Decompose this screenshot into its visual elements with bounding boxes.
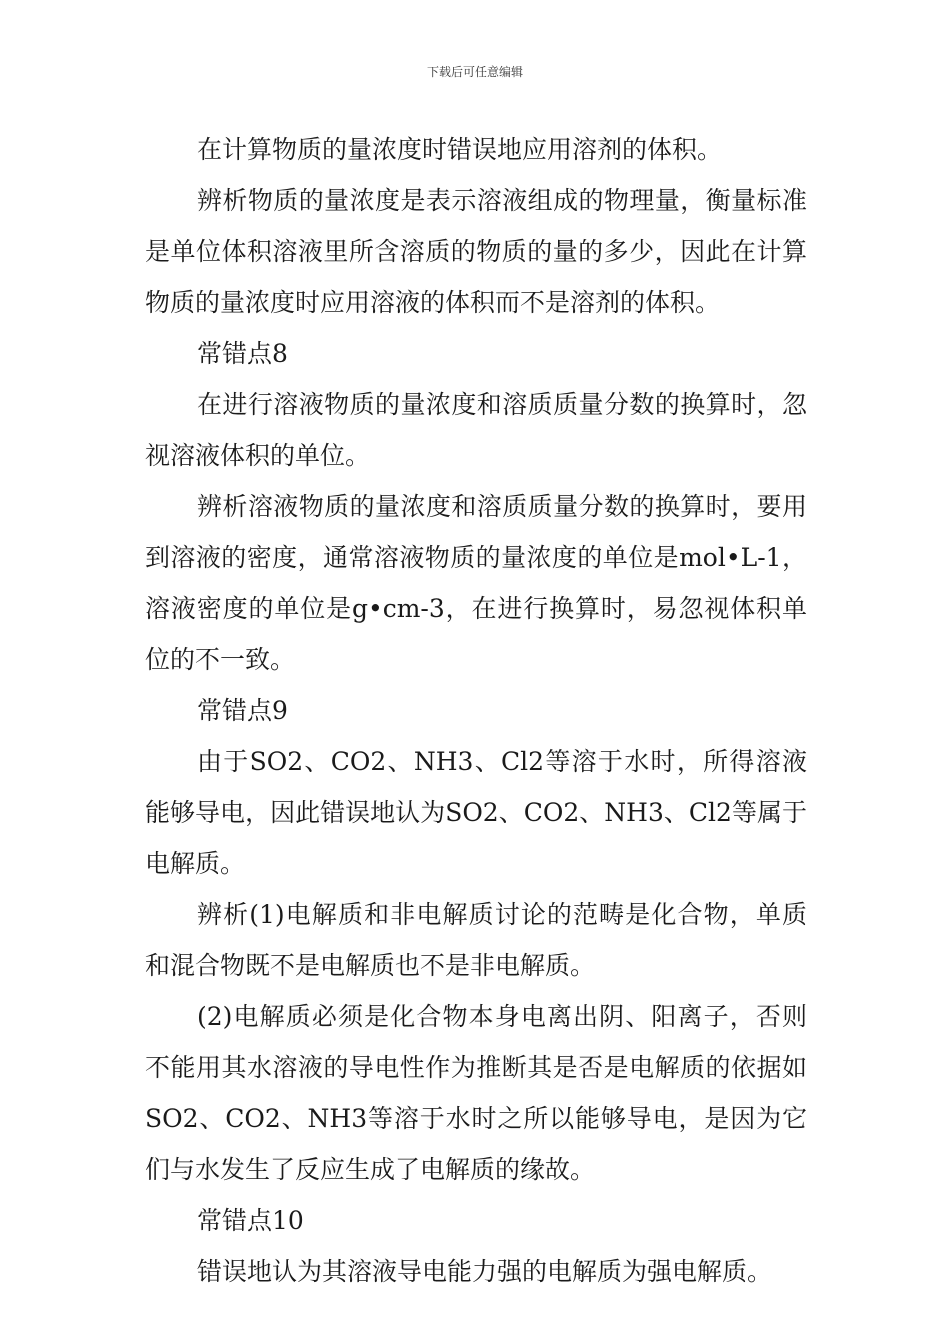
document-body — [145, 124, 807, 1297]
heading-error-point-10: 常错点10 — [197, 1206, 304, 1235]
paragraph-strong-electrolyte-misconception: 错误地认为其溶液导电能力强的电解质为强电解质。 — [197, 1257, 773, 1286]
paragraph-analysis-electrolyte-scope: 辨析(1)电解质和非电解质讨论的范畴是化合物，单质和混合物既不是电解质也不是非电解质。 — [145, 900, 807, 980]
heading-error-point-9: 常错点9 — [197, 696, 288, 725]
paragraph-electrolyte-misconception: 由于SO2、CO2、NH3、Cl2等溶于水时，所得溶液能够导电，因此错误地认为SO2、CO2、NH3、Cl2等属于电解质。 — [145, 747, 807, 878]
paragraph-conversion-unit-error: 在进行溶液物质的量浓度和溶质质量分数的换算时，忽视溶液体积的单位。 — [145, 390, 807, 470]
heading-error-point-8: 常错点8 — [197, 339, 288, 368]
page-header-note: 下载后可任意编辑 — [426, 65, 523, 79]
paragraph-analysis-ionization: (2)电解质必须是化合物本身电离出阴、阳离子，否则不能用其水溶液的导电性作为推断其是否是电解质的依据如SO2、CO2、NH3等溶于水时之所以能够导电，是因为它们与水发生了反应生成了电解质的缘故。 — [145, 1002, 807, 1184]
paragraph-analysis-density: 辨析溶液物质的量浓度和溶质质量分数的换算时，要用到溶液的密度，通常溶液物质的量浓度的单位是mol•L-1，溶液密度的单位是g•cm-3，在进行换算时，易忽视体积单位的不一致。 — [145, 492, 807, 674]
paragraph-analysis-concentration: 辨析物质的量浓度是表示溶液组成的物理量，衡量标准是单位体积溶液里所含溶质的物质的量的多少，因此在计算物质的量浓度时应用溶液的体积而不是溶剂的体积。 — [145, 186, 807, 317]
paragraph-solvent-volume-error: 在计算物质的量浓度时错误地应用溶剂的体积。 — [197, 135, 723, 164]
